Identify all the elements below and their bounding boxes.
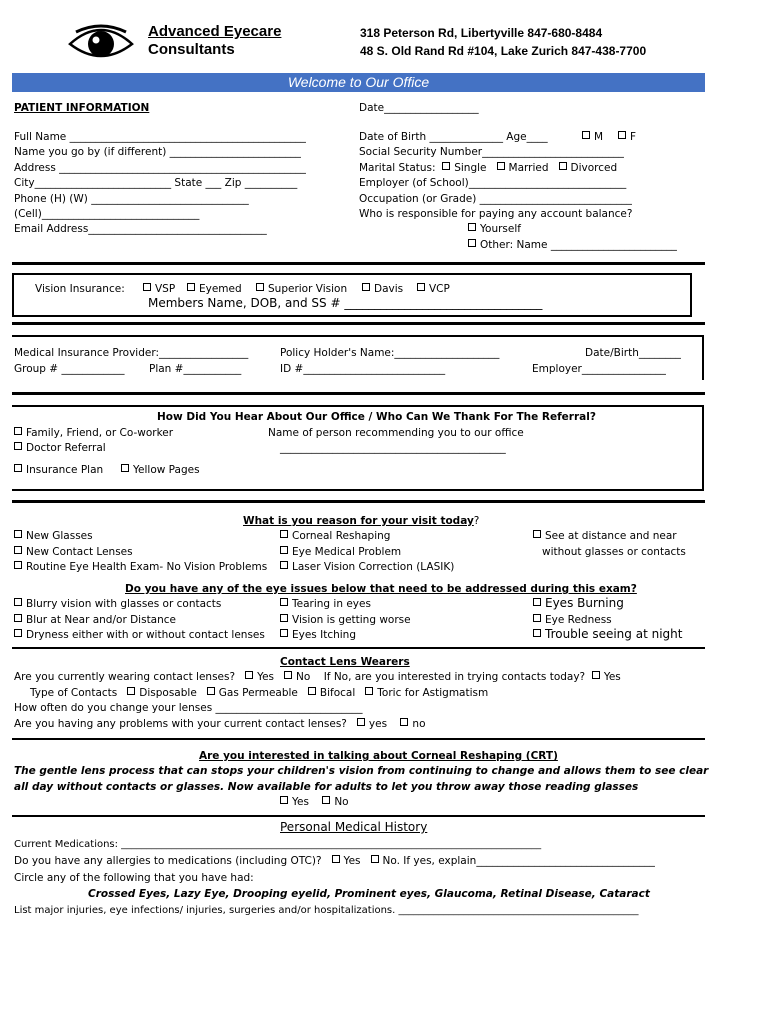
bifocal-option[interactable] <box>308 687 355 699</box>
crt-description-line1: The gentle lens process that can stops your children's vision from continuing to change and allows them to see clear <box>14 765 709 777</box>
superior-vision-option[interactable] <box>256 282 347 296</box>
checkbox-icon <box>533 614 541 622</box>
family-friend-option[interactable] <box>14 426 173 440</box>
contact-type-row <box>30 686 488 700</box>
visit-heading-text: What is you reason for your visit today <box>243 515 474 527</box>
interested-yes-label: Yes <box>603 671 621 683</box>
visit-heading-qmark: ? <box>473 515 480 527</box>
new-contacts-option[interactable] <box>14 545 133 559</box>
address-line2: 48 S. Old Rand Rd #104, Lake Zurich 847-438-7700 <box>360 44 647 58</box>
allergies-yes-label: Yes <box>343 855 361 867</box>
family-friend-label: Family, Friend, or Co-worker <box>26 427 174 439</box>
full-name-field[interactable]: Full Name _____________________________________________ <box>14 131 306 143</box>
divorced-label: Divorced <box>570 162 618 174</box>
recommend-label: Name of person recommending you to our office <box>268 427 524 439</box>
eye-redness-label: Eye Redness <box>545 614 612 626</box>
checkbox-icon <box>127 687 135 695</box>
marital-label: Marital Status: <box>359 162 436 174</box>
checkbox-icon <box>14 629 22 637</box>
medical-provider-field[interactable]: Medical Insurance Provider:_________________ <box>14 347 249 359</box>
occupation-field[interactable]: Occupation (or Grade) _____________________________ <box>359 193 632 205</box>
eyemed-option[interactable] <box>187 282 242 296</box>
checkbox-icon <box>121 464 129 472</box>
visit-heading <box>243 514 479 528</box>
vcp-option[interactable] <box>417 282 450 296</box>
lens-change-field[interactable]: How often do you change your lenses ____________________________ <box>14 702 363 714</box>
checkbox-icon <box>371 855 379 863</box>
practice-name-line1: Advanced Eyecare <box>148 23 282 40</box>
responsible-question: Who is responsible for paying any account balance? <box>359 208 633 220</box>
checkbox-icon <box>533 530 541 538</box>
address-field[interactable]: Address _______________________________________________ <box>14 162 306 174</box>
new-contacts-label: New Contact Lenses <box>26 546 133 558</box>
new-glasses-option[interactable] <box>14 529 93 543</box>
lasik-label: Laser Vision Correction (LASIK) <box>292 561 455 573</box>
checkbox-icon <box>14 546 22 554</box>
checkbox-icon <box>497 162 505 170</box>
checkbox-icon <box>468 223 476 231</box>
wearing-yes-label: Yes <box>257 671 275 683</box>
married-option[interactable] <box>497 162 549 174</box>
recommend-field[interactable]: ___________________________________________ <box>280 442 506 454</box>
contact-type-label: Type of Contacts <box>30 687 118 699</box>
see-distance-label: See at distance and near <box>545 530 677 542</box>
checkbox-icon <box>280 796 288 804</box>
checkbox-icon <box>559 162 567 170</box>
superior-vision-label: Superior Vision <box>268 283 348 295</box>
checkbox-icon <box>280 561 288 569</box>
divorced-option[interactable] <box>559 162 618 174</box>
city-state-zip-field[interactable]: City__________________________ State ___ Zip __________ <box>14 177 298 189</box>
checkbox-icon <box>322 796 330 804</box>
davis-label: Davis <box>374 283 404 295</box>
single-label: Single <box>454 162 487 174</box>
allergies-no-explain: No. If yes, explain__________________________________ <box>382 855 655 867</box>
checkbox-icon <box>533 598 541 606</box>
blurry-label: Blurry vision with glasses or contacts <box>26 598 222 610</box>
routine-exam-label: Routine Eye Health Exam- No Vision Problems <box>26 561 268 573</box>
crt-no-option[interactable] <box>322 796 348 808</box>
see-distance-continued: without glasses or contacts <box>542 546 686 558</box>
policy-holder-field[interactable]: Policy Holder's Name:____________________ <box>280 347 500 359</box>
vision-worse-option[interactable] <box>280 613 411 627</box>
section-divider <box>12 738 705 740</box>
checkbox-icon <box>468 239 476 247</box>
practice-name-line2: Consultants <box>148 41 235 58</box>
lens-problems-question: Are you having any problems with your current contact lenses? <box>14 718 347 730</box>
crt-no-label: No <box>334 796 349 808</box>
see-distance-option[interactable] <box>533 529 677 543</box>
checkbox-icon <box>417 283 425 291</box>
checkbox-icon <box>592 671 600 679</box>
checkbox-icon <box>14 442 22 450</box>
wearing-question: Are you currently wearing contact lenses? <box>14 671 236 683</box>
tearing-option[interactable] <box>280 597 371 611</box>
checkbox-icon <box>280 629 288 637</box>
crt-answer-row <box>280 795 349 809</box>
eye-medical-problem-option[interactable] <box>280 545 401 559</box>
sex-m-label: M <box>594 131 604 143</box>
checkbox-icon <box>245 671 253 679</box>
checkbox-icon <box>332 855 340 863</box>
checkbox-icon <box>280 598 288 606</box>
problems-yes-option[interactable] <box>357 718 387 730</box>
email-field[interactable]: Email Address__________________________________ <box>14 223 267 235</box>
cell-field[interactable]: (Cell)______________________________ <box>14 208 200 220</box>
checkbox-icon <box>207 687 215 695</box>
corneal-reshaping-option[interactable] <box>280 529 390 543</box>
allergies-question: Do you have any allergies to medications (including OTC)? <box>14 855 322 867</box>
crt-yes-label: Yes <box>292 796 309 808</box>
checkbox-icon <box>143 283 151 291</box>
checkbox-icon <box>14 614 22 622</box>
checkbox-icon <box>256 283 264 291</box>
dryness-label: Dryness either with or without contact lenses <box>26 629 265 641</box>
eyes-itching-option[interactable] <box>280 628 356 642</box>
lens-problems-row <box>14 717 426 731</box>
yellow-pages-label: Yellow Pages <box>133 464 200 476</box>
problems-no-label: no <box>412 718 426 730</box>
policy-employer-field[interactable]: Employer________________ <box>532 363 666 375</box>
vision-insurance-label: Vision Insurance: <box>35 283 125 295</box>
checkbox-icon <box>365 687 373 695</box>
night-vision-option[interactable] <box>533 627 682 641</box>
blurry-option[interactable] <box>14 597 221 611</box>
checkbox-icon <box>280 530 288 538</box>
disposable-label: Disposable <box>139 687 197 699</box>
medications-field[interactable]: Current Medications: ____________________________________________________________________________________ <box>14 839 542 850</box>
interested-question: If No, are you interested in trying contacts today? <box>323 671 586 683</box>
dryness-option[interactable] <box>14 628 265 642</box>
toric-label: Toric for Astigmatism <box>377 687 489 699</box>
checkbox-icon <box>14 427 22 435</box>
doctor-referral-option[interactable] <box>14 441 106 455</box>
section-divider <box>12 500 705 503</box>
dob-age-field[interactable]: Date of Birth ______________ Age____ <box>359 131 548 143</box>
crt-yes-option[interactable] <box>280 796 309 808</box>
ssn-field[interactable]: Social Security Number___________________________ <box>359 146 624 158</box>
address-line1: 318 Peterson Rd, Libertyville 847-680-8484 <box>360 26 603 40</box>
blur-near-label: Blur at Near and/or Distance <box>26 614 177 626</box>
history-heading: Personal Medical History <box>280 820 428 834</box>
eyes-itching-label: Eyes Itching <box>292 629 356 641</box>
other-name-option[interactable] <box>468 238 677 252</box>
toric-option[interactable] <box>365 687 488 699</box>
name-go-by-field[interactable]: Name you go by (if different) _________________________ <box>14 146 301 158</box>
checkbox-icon <box>14 530 22 538</box>
vision-worse-label: Vision is getting worse <box>292 614 411 626</box>
checkbox-icon <box>280 546 288 554</box>
checkbox-icon <box>14 598 22 606</box>
sex-f-label: F <box>630 131 637 143</box>
crt-description-line2: all day without contacts or glasses. Now available for adults to let you throw away those reading glasses <box>14 781 639 793</box>
id-field[interactable]: ID #___________________________ <box>280 363 446 375</box>
section-divider <box>12 647 705 649</box>
date-birth-field[interactable]: Date/Birth________ <box>585 347 681 359</box>
plan-field[interactable]: Plan #___________ <box>149 363 242 375</box>
sex-f-option[interactable] <box>618 130 636 144</box>
checkbox-icon <box>400 718 408 726</box>
insurance-plan-option[interactable] <box>14 463 103 477</box>
welcome-banner: Welcome to Our Office <box>12 73 705 92</box>
yourself-option[interactable] <box>468 222 521 236</box>
yellow-pages-option[interactable] <box>121 463 200 477</box>
tearing-label: Tearing in eyes <box>292 598 371 610</box>
group-field[interactable]: Group # ____________ <box>14 363 125 375</box>
vsp-label: VSP <box>155 283 176 295</box>
new-glasses-label: New Glasses <box>26 530 93 542</box>
blur-near-option[interactable] <box>14 613 176 627</box>
section-divider <box>12 392 705 395</box>
members-field[interactable]: Members Name, DOB, and SS # _________________________________ <box>148 296 543 310</box>
contacts-heading: Contact Lens Wearers <box>280 656 410 668</box>
interested-yes-option[interactable] <box>592 671 621 683</box>
circle-instruction: Circle any of the following that you have had: <box>14 872 254 884</box>
section-divider <box>12 262 705 265</box>
insurance-plan-label: Insurance Plan <box>26 464 104 476</box>
injuries-field[interactable]: List major injuries, eye infections/ injuries, surgeries and/or hospitalizations. ________________________________________________ <box>14 905 639 916</box>
single-option[interactable] <box>442 162 486 174</box>
crt-heading: Are you interested in talking about Corneal Reshaping (CRT) <box>199 750 558 762</box>
problems-yes-label: yes <box>368 718 388 730</box>
other-name-label: Other: Name ________________________ <box>480 239 677 251</box>
checkbox-icon <box>14 561 22 569</box>
eyes-burning-option[interactable] <box>533 596 624 610</box>
sex-m-option[interactable] <box>582 130 603 144</box>
checkbox-icon <box>308 687 316 695</box>
wearing-yes-option[interactable] <box>245 671 274 683</box>
gas-permeable-option[interactable] <box>207 687 298 699</box>
allergies-row <box>14 854 655 868</box>
section-divider <box>12 815 705 817</box>
checkbox-icon <box>280 614 288 622</box>
davis-option[interactable] <box>362 282 403 296</box>
corneal-reshaping-label: Corneal Reshaping <box>292 530 391 542</box>
checkbox-icon <box>284 671 292 679</box>
yourself-label: Yourself <box>480 223 521 235</box>
issues-heading: Do you have any of the eye issues below that need to be addressed during this exam? <box>125 583 637 595</box>
referral-heading: How Did You Hear About Our Office / Who Can We Thank For The Referral? <box>157 411 596 423</box>
eyes-burning-label: Eyes Burning <box>545 596 624 610</box>
patient-info-heading: PATIENT INFORMATION <box>14 102 150 114</box>
bifocal-label: Bifocal <box>319 687 356 699</box>
marital-status-row <box>359 161 617 175</box>
checkbox-icon <box>618 131 626 139</box>
disposable-option[interactable] <box>127 687 197 699</box>
checkbox-icon <box>187 283 195 291</box>
vcp-label: VCP <box>429 283 450 295</box>
checkbox-icon <box>533 629 541 637</box>
eye-icon <box>66 18 136 66</box>
conditions-list[interactable]: Crossed Eyes, Lazy Eye, Drooping eyelid, Prominent eyes, Glaucoma, Retinal Disease, Cataract <box>88 888 650 900</box>
eyemed-label: Eyemed <box>199 283 242 295</box>
lasik-option[interactable] <box>280 560 454 574</box>
allergies-no-option[interactable] <box>371 855 655 867</box>
eye-medical-problem-label: Eye Medical Problem <box>292 546 402 558</box>
married-label: Married <box>508 162 549 174</box>
checkbox-icon <box>582 131 590 139</box>
checkbox-icon <box>362 283 370 291</box>
eye-redness-option[interactable] <box>533 613 612 627</box>
checkbox-icon <box>357 718 365 726</box>
logo <box>66 18 136 66</box>
problems-no-option[interactable] <box>400 718 425 730</box>
date-field[interactable]: Date__________________ <box>359 102 479 114</box>
checkbox-icon <box>442 162 450 170</box>
gas-permeable-label: Gas Permeable <box>218 687 298 699</box>
contacts-wearing-row <box>14 670 621 684</box>
allergies-yes-option[interactable] <box>332 855 361 867</box>
doctor-referral-label: Doctor Referral <box>26 442 106 454</box>
wearing-no-label: No <box>296 671 311 683</box>
wearing-no-option[interactable] <box>284 671 310 683</box>
routine-exam-option[interactable] <box>14 560 267 574</box>
section-divider <box>12 322 705 325</box>
employer-field[interactable]: Employer (of School)______________________________ <box>359 177 627 189</box>
checkbox-icon <box>14 464 22 472</box>
phone-field[interactable]: Phone (H) (W) ______________________________ <box>14 193 249 205</box>
vsp-option[interactable] <box>143 282 175 296</box>
night-vision-label: Trouble seeing at night <box>545 627 683 641</box>
